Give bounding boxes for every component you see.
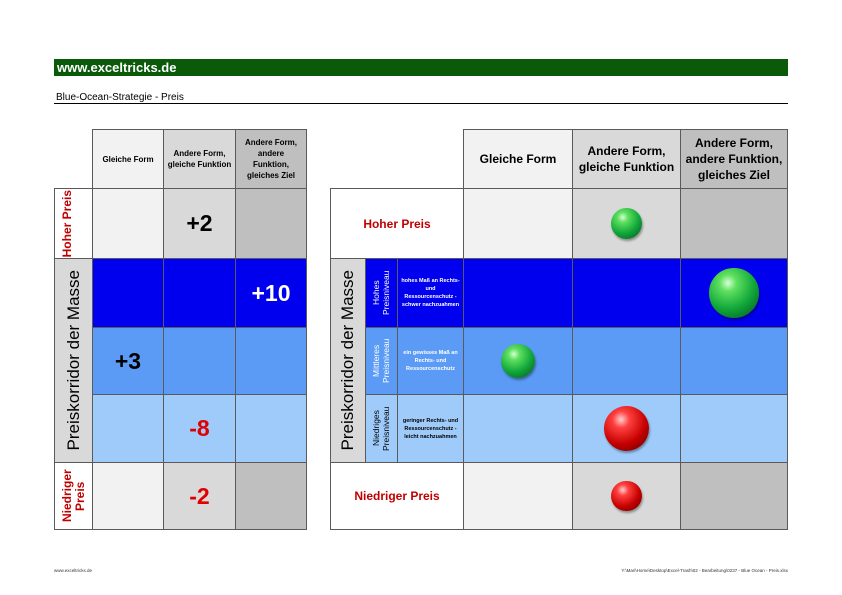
right-cell-niedriger-3 bbox=[680, 462, 788, 530]
right-cell-hoher-3 bbox=[680, 188, 788, 259]
left-cell-niedriges-1 bbox=[92, 394, 164, 463]
left-cell-niedriger-3 bbox=[235, 462, 307, 530]
left-cell-mittleres-3 bbox=[235, 327, 307, 395]
bubble-mittleres-1 bbox=[501, 344, 535, 378]
right-cell-mittleres-2 bbox=[572, 327, 681, 395]
left-korridor-label bbox=[54, 258, 93, 463]
left-row-label-hoher-text: Hoher Preis bbox=[59, 189, 74, 258]
left-cell-hohes-1 bbox=[92, 258, 164, 328]
right-row-label-hoher: Hoher Preis bbox=[330, 188, 464, 259]
right-cell-niedriger-1 bbox=[463, 462, 573, 530]
right-level-niedriges-text: Niedriges Preisniveau bbox=[370, 406, 391, 451]
right-cell-niedriges-1 bbox=[463, 394, 573, 463]
left-cell-hoher-2: +2 bbox=[163, 188, 236, 259]
site-banner bbox=[54, 59, 788, 76]
right-level-mittleres bbox=[365, 327, 398, 395]
bubble-niedriger-2 bbox=[611, 481, 642, 512]
left-col-header-1: Gleiche Form bbox=[92, 129, 164, 189]
left-cell-hohes-2 bbox=[163, 258, 236, 328]
right-col-header-2: Andere Form, gleiche Funktion bbox=[572, 129, 681, 189]
right-col-header-1: Gleiche Form bbox=[463, 129, 573, 189]
right-desc-hohes: hohes Maß an Rechts- und Ressourcenschutz - schwer nachzuahmen bbox=[397, 258, 464, 328]
right-desc-mittleres: ein gewisses Maß an Rechts- und Ressourcenschutz bbox=[397, 327, 464, 395]
left-cell-hoher-3 bbox=[235, 188, 307, 259]
right-desc-niedriges: geringer Rechts- und Ressourcenschutz - leicht nachzuahmen bbox=[397, 394, 464, 463]
left-cell-mittleres-1: +3 bbox=[92, 327, 164, 395]
left-cell-niedriges-3 bbox=[235, 394, 307, 463]
left-cell-niedriger-1 bbox=[92, 462, 164, 530]
bubble-hoher-2 bbox=[611, 208, 642, 239]
left-cell-niedriges-2: -8 bbox=[163, 394, 236, 463]
left-cell-mittleres-2 bbox=[163, 327, 236, 395]
site-url[interactable]: www.exceltricks.de bbox=[57, 60, 177, 75]
left-row-label-hoher bbox=[54, 188, 93, 259]
right-level-niedriges bbox=[365, 394, 398, 463]
footer-right: Y:\Mari\Home\Desktop\Excel-Trash\02 - Bearbeitung\0237 - Blue Ocean - Preis.xlsx bbox=[621, 568, 788, 573]
right-cell-mittleres-3 bbox=[680, 327, 788, 395]
left-row-label-niedriger bbox=[54, 462, 93, 530]
left-korridor-text: Preiskorridor der Masse bbox=[63, 270, 83, 451]
bubble-hohes-3 bbox=[709, 268, 758, 317]
right-row-label-niedriger: Niedriger Preis bbox=[330, 462, 464, 530]
footer-left: www.exceltricks.de bbox=[54, 568, 93, 573]
left-col-header-2: Andere Form, gleiche Funktion bbox=[163, 129, 236, 189]
right-level-mittleres-text: Mittleres Preisniveau bbox=[370, 338, 391, 384]
right-col-header-3: Andere Form, andere Funktion, gleiches Ziel bbox=[680, 129, 788, 189]
left-cell-hohes-3: +10 bbox=[235, 258, 307, 328]
right-cell-hoher-1 bbox=[463, 188, 573, 259]
page-subtitle: Blue-Ocean-Strategie - Preis bbox=[56, 92, 184, 103]
right-cell-niedriges-3 bbox=[680, 394, 788, 463]
right-cell-hohes-1 bbox=[463, 258, 573, 328]
right-korridor-label bbox=[330, 258, 366, 463]
left-cell-hoher-1 bbox=[92, 188, 164, 259]
subtitle-underline bbox=[54, 103, 788, 104]
right-level-hohes-text: Hohes Preisniveau bbox=[370, 270, 391, 316]
right-cell-hohes-2 bbox=[572, 258, 681, 328]
right-korridor-text: Preiskorridor der Masse bbox=[338, 270, 357, 451]
right-level-hohes bbox=[365, 258, 398, 328]
left-cell-niedriger-2: -2 bbox=[163, 462, 236, 530]
left-row-label-niedriger-text: Niedriger Preis bbox=[59, 469, 87, 523]
left-col-header-3: Andere Form, andere Funktion, gleiches Ziel bbox=[235, 129, 307, 189]
